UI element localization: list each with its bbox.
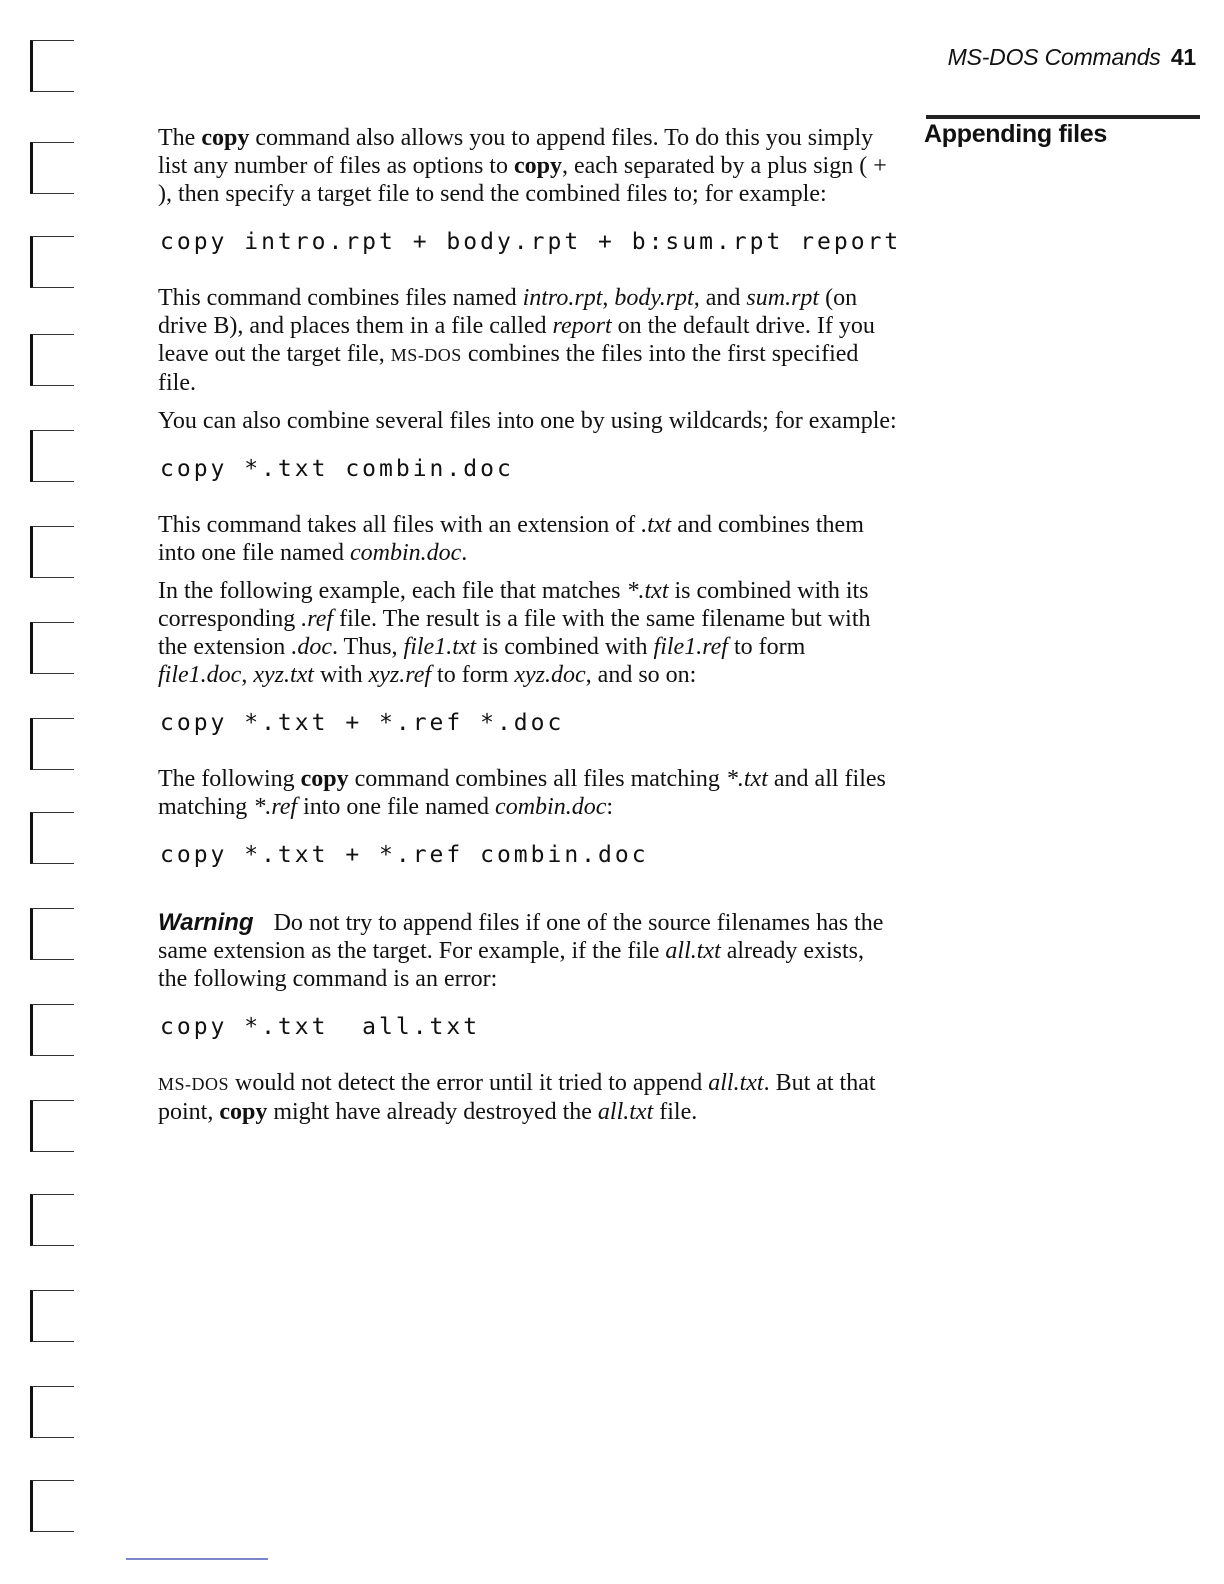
binder-bracket [30,1480,74,1532]
binder-brackets [30,40,90,1540]
paragraph: The following copy command combines all files matching *.txt and all files matching *.ref into one file named combin.doc: [158,766,886,820]
code-example: copy *.txt all.txt [160,1014,481,1040]
binder-bracket [30,526,74,578]
main-text-column [158,124,902,1136]
binder-bracket [30,1004,74,1056]
command-name: copy [201,125,250,151]
binder-bracket [30,1100,74,1152]
running-header [900,44,1196,71]
command-name: copy [300,766,349,792]
binder-bracket [30,812,74,864]
code-example: copy intro.rpt + body.rpt + b:sum.rpt report [160,229,902,255]
paragraph: This command takes all files with an extension of .txt and combines them into one file named combin.doc. [158,512,864,566]
binder-bracket [30,1290,74,1342]
binder-bracket [30,1386,74,1438]
binder-bracket [30,718,74,770]
code-example: copy *.txt + *.ref combin.doc [160,842,649,868]
binder-bracket [30,236,74,288]
side-heading: Appending files [924,120,1108,148]
warning-paragraph: Warning Do not try to append files if one of the source filenames has the same extension as the target. For example, if the file all.txt already exists, the following command is an error: [158,909,884,992]
paragraph: You can also combine several files into one by using wildcards; for example: [158,408,897,434]
binder-bracket [30,622,74,674]
code-example: copy *.txt + *.ref *.doc [160,710,565,736]
warning-label: Warning [158,909,254,936]
binder-bracket [30,1194,74,1246]
paragraph: This command combines files named intro.rpt, body.rpt, and sum.rpt (on drive B), and places them in a file called report on the default drive. If you leave out the target file, MS-DOS combines the files into the first specified file. [158,285,875,396]
binder-bracket [30,908,74,960]
paragraph: In the following example, each file that matches *.txt is combined with its corresponding .ref file. The result is a file with the same filename but with the extension .doc. Thus, file1.txt is combined with file1.ref to form file1.doc, xyz.txt with xyz.ref to form xyz.doc, and so on: [158,578,871,688]
section-title: MS-DOS Commands [947,44,1161,70]
binder-bracket [30,430,74,482]
page-number: 41 [1170,44,1196,70]
code-example: copy *.txt combin.doc [160,456,514,482]
binder-bracket [30,40,74,92]
command-name: copy [219,1099,268,1125]
paragraph: The copy command also allows you to append files. To do this you simply list any number of files as options to copy, each separated by a plus sign ( + ), then specify a target file to send the combined files to; for example: [158,125,887,207]
paragraph: MS-DOS would not detect the error until it tried to append all.txt. But at that point, copy might have already destroyed the all.txt file. [158,1070,876,1125]
binder-bracket [30,142,74,194]
margin-rule [926,115,1200,119]
binder-bracket [30,334,74,386]
command-name: copy [513,153,562,179]
bottom-rule [126,1558,268,1560]
